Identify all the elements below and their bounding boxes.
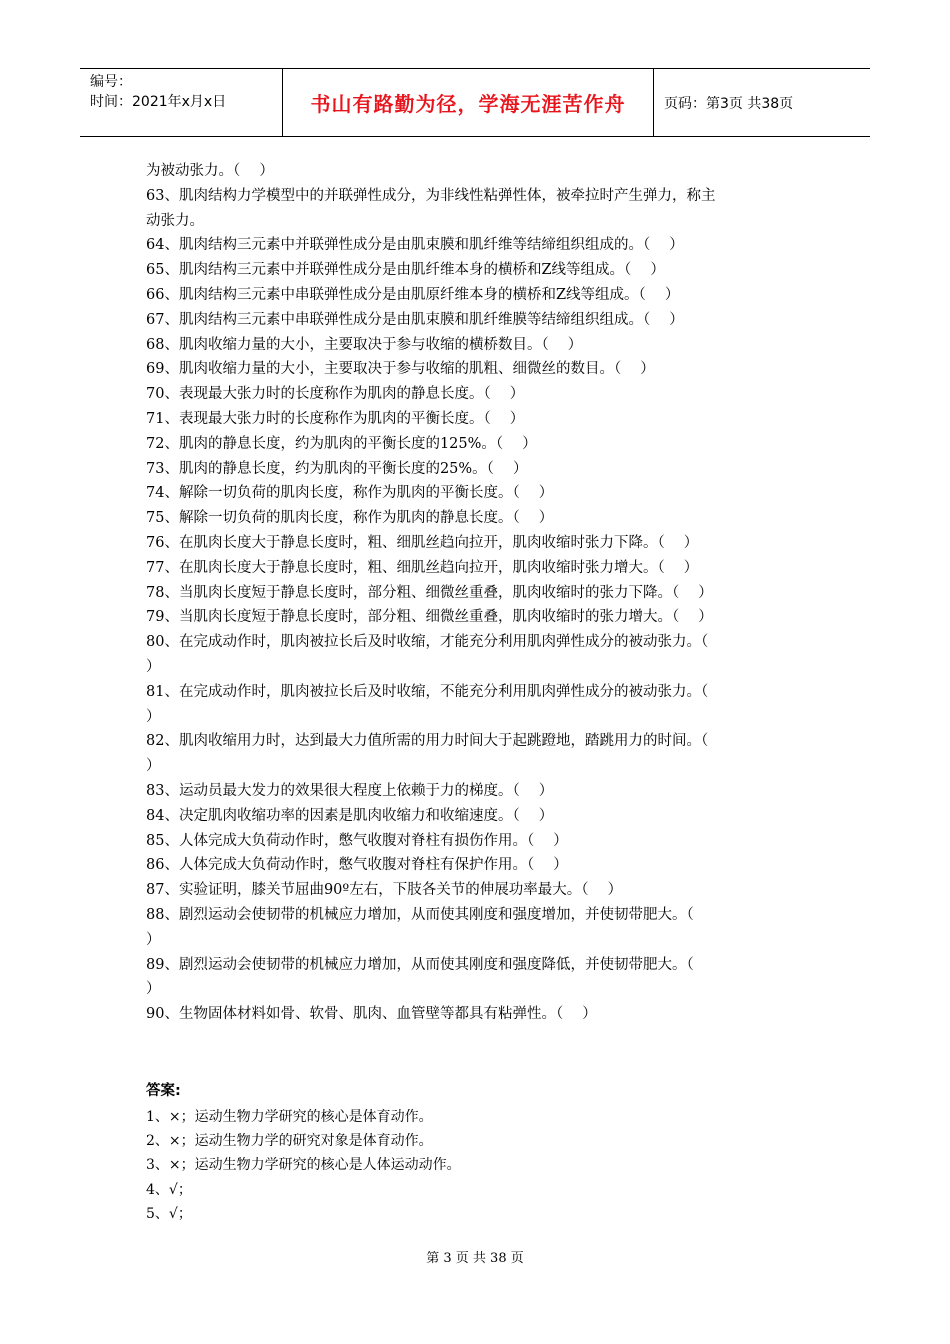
question-line: 80、在完成动作时，肌肉被拉长后及时收缩，才能充分利用肌肉弹性成分的被动张力。（ — [146, 634, 709, 651]
question-line: 为被动张力。（ ） — [146, 163, 274, 179]
question-line: 82、肌肉收缩用力时，达到最大力值所需的用力时间大于起跳蹬地，踏跳用力的时间。（ — [146, 733, 709, 750]
question-line: 73、肌肉的静息长度，约为肌肉的平衡长度的25%。（ ） — [146, 460, 528, 477]
page-footer: 第 3 页 共 38 页 — [426, 1251, 524, 1266]
page-header — [80, 68, 870, 137]
question-line: 66、肌肉结构三元素中串联弹性成分是由肌原纤维本身的横桥和Z线等组成。（ ） — [146, 286, 680, 303]
question-list — [146, 159, 811, 1027]
question-line: 74、解除一切负荷的肌肉长度，称作为肌肉的平衡长度。（ ） — [146, 485, 554, 502]
question-line: 71、表现最大张力时的长度称作为肌肉的平衡长度。（ ） — [146, 410, 525, 427]
question-line: 79、当肌肉长度短于静息长度时，部分粗、细微丝重叠，肌肉收缩时的张力增大。（ ） — [146, 609, 713, 626]
answer-item: 1、×；运动生物力学研究的核心是体育动作。 — [146, 1109, 433, 1125]
question-line: ） — [146, 931, 161, 948]
question-line: 78、当肌肉长度短于静息长度时，部分粗、细微丝重叠，肌肉收缩时的张力下降。（ ） — [146, 584, 713, 601]
question-line: 77、在肌肉长度大于静息长度时，粗、细肌丝趋向拉开，肌肉收缩时张力增大。（ ） — [146, 559, 699, 576]
question-line: 75、解除一切负荷的肌肉长度，称作为肌肉的静息长度。（ ） — [146, 510, 554, 527]
answer-item: 3、×；运动生物力学研究的核心是人体运动动作。 — [146, 1157, 461, 1174]
answer-list — [146, 1105, 461, 1226]
answer-item: 4、√； — [146, 1181, 192, 1198]
header-meta — [80, 69, 282, 136]
document-number-label: 编号： — [90, 74, 132, 90]
question-line: 81、在完成动作时，肌肉被拉长后及时收缩，不能充分利用肌肉弹性成分的被动张力。（ — [146, 683, 709, 700]
document-time-label: 时间：2021年x月x日 — [90, 94, 227, 110]
question-line: ） — [146, 708, 161, 725]
header-motto: 书山有路勤为径，学海无涯苦作舟 — [282, 69, 654, 136]
answers-heading: 答案: — [146, 1083, 181, 1099]
question-line: 70、表现最大张力时的长度称作为肌肉的静息长度。（ ） — [146, 386, 525, 403]
question-line: 88、剧烈运动会使韧带的机械应力增加，从而使其刚度和强度增加，并使韧带肥大。（ — [146, 906, 694, 923]
question-line: 68、肌肉收缩力量的大小，主要取决于参与收缩的横桥数目。（ ） — [146, 336, 583, 353]
answer-item: 2、×；运动生物力学的研究对象是体育动作。 — [146, 1133, 433, 1150]
question-line: 83、运动员最大发力的效果很大程度上依赖于力的梯度。（ ） — [146, 782, 554, 799]
question-line: ） — [146, 981, 161, 998]
question-line: 69、肌肉收缩力量的大小，主要取决于参与收缩的肌粗、细微丝的数目。（ ） — [146, 361, 655, 378]
question-line: 64、肌肉结构三元素中并联弹性成分是由肌束膜和肌纤维等结缔组织组成的。（ ） — [146, 237, 684, 254]
question-line: 动张力。 — [146, 212, 204, 229]
question-line: 90、生物固体材料如骨、软骨、肌肉、血管壁等都具有粘弹性。（ ） — [146, 1006, 597, 1023]
answer-item: 5、√； — [146, 1205, 192, 1222]
question-line: 86、人体完成大负荷动作时，憋气收腹对脊柱有保护作用。（ ） — [146, 857, 568, 874]
question-line: 63、肌肉结构力学模型中的并联弹性成分，为非线性粘弹性体，被牵拉时产生弹力，称主 — [146, 187, 716, 204]
question-line: ） — [146, 758, 161, 775]
question-line: 65、肌肉结构三元素中并联弹性成分是由肌纤维本身的横桥和Z线等组成。（ ） — [146, 262, 665, 279]
question-line: 67、肌肉结构三元素中串联弹性成分是由肌束膜和肌纤维膜等结缔组织组成。（ ） — [146, 311, 684, 328]
question-line: 84、决定肌肉收缩功率的因素是肌肉收缩力和收缩速度。（ ） — [146, 807, 554, 824]
question-line: ） — [146, 658, 161, 675]
question-line: 89、剧烈运动会使韧带的机械应力增加，从而使其刚度和强度降低，并使韧带肥大。（ — [146, 956, 694, 973]
question-line: 87、实验证明，膝关节屈曲90º左右，下肢各关节的伸展功率最大。（ ） — [146, 882, 623, 899]
question-line: 85、人体完成大负荷动作时，憋气收腹对脊柱有损伤作用。（ ） — [146, 832, 568, 849]
question-line: 72、肌肉的静息长度，约为肌肉的平衡长度的125%。（ ） — [146, 435, 537, 452]
header-page-number: 页码：第3页 共38页 — [664, 95, 794, 112]
question-line: 76、在肌肉长度大于静息长度时，粗、细肌丝趋向拉开，肌肉收缩时张力下降。（ ） — [146, 534, 699, 551]
